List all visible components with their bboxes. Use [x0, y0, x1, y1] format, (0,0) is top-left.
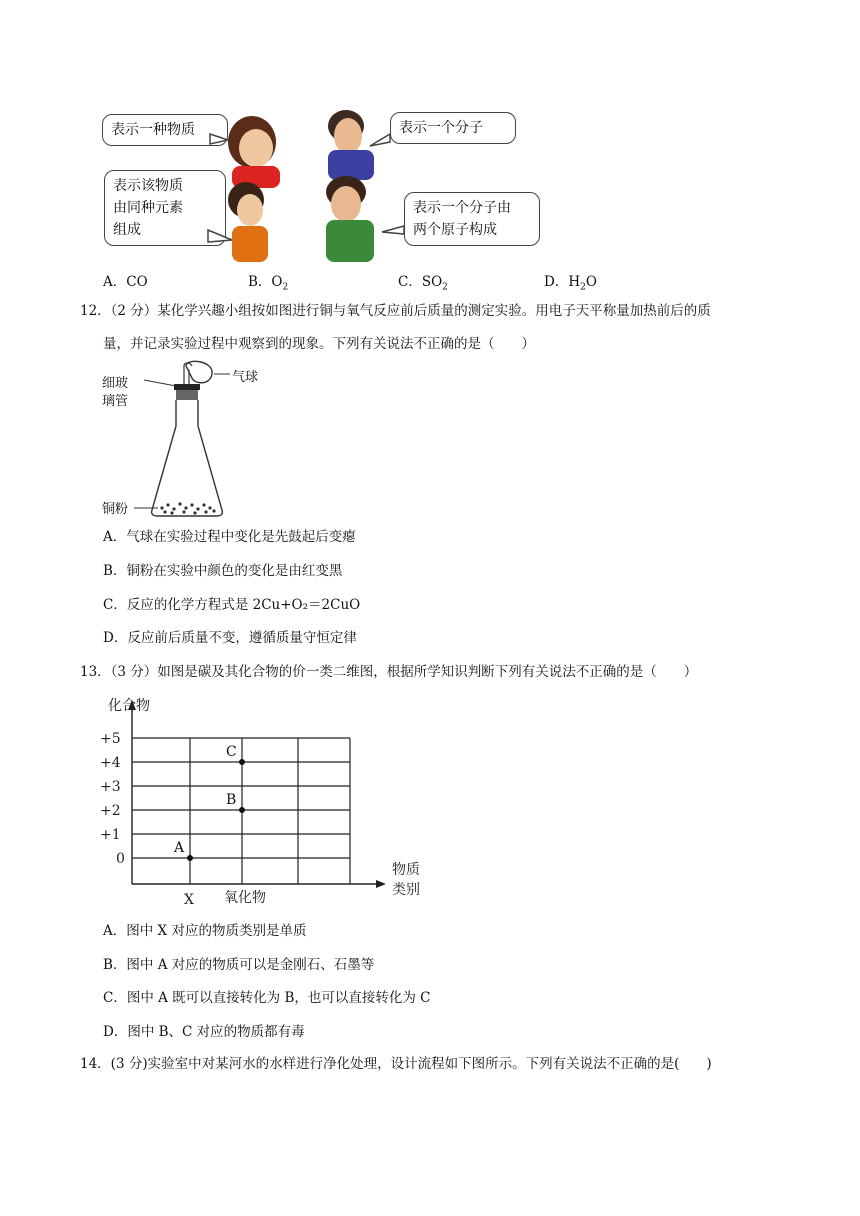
option-a-label: A．: [103, 274, 127, 290]
option-b-subscript: 2: [282, 282, 289, 293]
q11-option-b: [248, 270, 288, 293]
q12-option-d: D．反应前后质量不变，遵循质量守恒定律: [103, 630, 357, 646]
option-d-text-2: O: [585, 274, 597, 290]
q13-option-c: C．图中 A 既可以直接转化为 B，也可以直接转化为 C: [103, 990, 431, 1006]
person-3-icon: [228, 182, 268, 262]
q13-stem: 13．（3 分）如图是碳及其化合物的价一类二维图，根据所学知识判断下列有关说法不正确的是（ ）: [80, 664, 698, 680]
y-tick-label: +4: [100, 755, 121, 771]
person-4-icon: [326, 176, 374, 262]
x-tick-label: X: [184, 892, 194, 908]
option-c-subscript: 2: [442, 282, 448, 293]
speech-bubble-3-line3: 组成: [113, 222, 141, 238]
option-d-label: D．: [544, 274, 569, 290]
label-tube-line1: 细玻: [102, 376, 129, 391]
data-point-label-b: B: [226, 792, 237, 808]
y-tick-label: +2: [100, 803, 121, 819]
x-axis-title-line2: 类别: [392, 882, 420, 898]
data-point-c: [239, 759, 245, 765]
option-b-label: B．: [248, 274, 272, 290]
person-1-icon: [228, 116, 280, 188]
y-tick-label: +3: [100, 779, 121, 795]
cartoon-people-illustration: [100, 100, 540, 265]
option-d-subscript: 2: [580, 282, 586, 293]
option-c-label: C．: [398, 274, 422, 290]
x-axis-arrow-icon: [376, 880, 386, 888]
speech-bubble-2-text: 表示一个分子: [399, 120, 483, 136]
x-tick-label: 氧化物: [224, 890, 266, 906]
speech-bubble-1-text: 表示一种物质: [111, 122, 195, 138]
q12-stem-line2: 量，并记录实验过程中观察到的现象。下列有关说法不正确的是（ ）: [103, 336, 535, 352]
q12-stem-line1: 12．（2 分）某化学兴趣小组按如图进行铜与氧气反应前后质量的测定实验。用电子天平称量加热前后的质: [80, 303, 711, 319]
data-point-a: [187, 855, 193, 861]
q11-option-d: [544, 270, 597, 293]
q13-chart: [96, 690, 436, 910]
y-tick-label: +1: [100, 827, 121, 843]
data-point-b: [239, 807, 245, 813]
q13-option-d: D．图中 B、C 对应的物质都有毒: [103, 1024, 305, 1040]
y-axis-title: 化合物: [108, 698, 150, 714]
q13-option-a: A．图中 X 对应的物质类别是单质: [103, 923, 307, 939]
option-b-text: O: [271, 274, 283, 290]
q11-option-a: [103, 270, 148, 290]
y-tick-label: +5: [100, 731, 121, 747]
q11-cartoon-figure: [100, 100, 540, 265]
person-2-icon: [328, 110, 374, 180]
q12-option-c: C．反应的化学方程式是 2Cu+O₂＝2CuO: [103, 597, 361, 613]
q11-option-c: [398, 270, 448, 293]
option-c-text: SO: [421, 274, 443, 290]
speech-bubble-4-line2: 两个原子构成: [413, 222, 497, 238]
speech-bubble-3-line1: 表示该物质: [113, 178, 183, 194]
y-tick-label: 0: [116, 851, 125, 867]
label-balloon: 气球: [232, 370, 259, 385]
q12-option-b: B．铜粉在实验中颜色的变化是由红变黑: [103, 563, 343, 579]
label-tube-line2: 璃管: [102, 394, 129, 409]
speech-bubble-4-line1: 表示一个分子由: [413, 200, 511, 216]
valence-category-chart: [96, 690, 436, 910]
q12-flask-figure: [100, 360, 260, 525]
q13-option-b: B．图中 A 对应的物质可以是金刚石、石墨等: [103, 957, 375, 973]
x-axis-title-line1: 物质: [392, 862, 420, 878]
q12-option-a: A．气球在实验过程中变化是先鼓起后变瘪: [103, 529, 356, 545]
label-copper: 铜粉: [102, 502, 129, 517]
data-point-label-c: C: [226, 744, 237, 760]
data-point-label-a: A: [174, 840, 185, 856]
option-a-text: CO: [126, 274, 148, 290]
option-d-text-1: H: [568, 274, 581, 290]
speech-bubble-3-line2: 由同种元素: [113, 200, 183, 216]
q14-stem: 14．(3 分)实验室中对某河水的水样进行净化处理，设计流程如下图所示。下列有关说法不正确的是( ): [80, 1056, 712, 1072]
